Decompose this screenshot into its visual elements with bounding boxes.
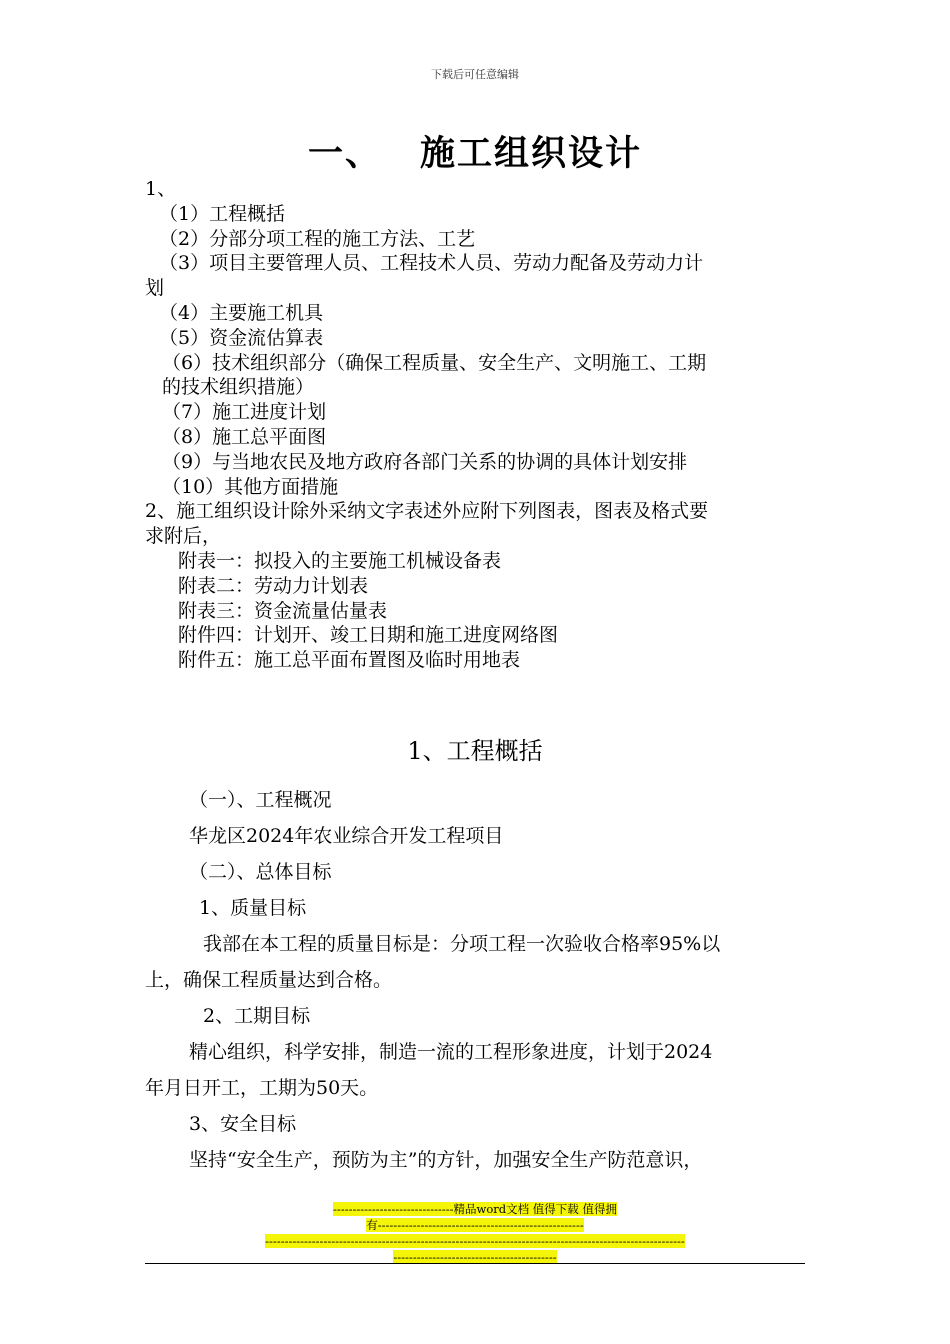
paragraph: 华龙区2024年农业综合开发工程项目 [189,825,504,847]
outline-item: （2）分部分项工程的施工方法、工艺 [159,227,476,250]
outline-item-cont: 的技术组织措施） [162,376,315,399]
outline-item-cont: 划 [145,277,165,300]
outline-item: （8）施工总平面图 [162,425,327,448]
attachment-item: 附件五：施工总平面布置图及临时用地表 [178,649,521,672]
outline-item: （4）主要施工机具 [159,301,324,324]
attachment-item: 附表一：拟投入的主要施工机械设备表 [178,549,502,572]
paragraph: 精心组织，科学安排，制造一流的工程形象进度，计划于2024 [189,1041,713,1063]
subheading: （二）、总体目标 [189,861,332,883]
main-title-number: 一、 [307,134,382,174]
outline [145,177,815,673]
footer-line: 有----------------------------------------------------- [366,1218,584,1232]
outline-item: （6）技术组织部分（确保工程质量、安全生产、文明施工、工期 [162,351,707,374]
paragraph: 坚持“安全生产，预防为主”的方针，加强安全生产防范意识， [189,1149,703,1171]
outline-item: （3）项目主要管理人员、工程技术人员、劳动力配备及劳动力计 [159,252,704,275]
attachment-item: 附表二：劳动力计划表 [178,574,369,597]
paragraph-cont: 上，确保工程质量达到合格。 [145,969,393,991]
section-title: 1、工程概括 [407,737,543,765]
footer-line: -------------------------------精品word文档 值得下载 值得拥 [333,1202,617,1216]
goal-title: 1、质量目标 [199,897,307,919]
attachment-item: 附件四：计划开、竣工日期和施工进度网络图 [178,624,559,647]
main-title-text: 施工组织设计 [420,134,643,174]
page-header: 下载后可任意编辑 [431,68,519,81]
paragraph-cont: 年月日开工，工期为50天。 [145,1077,379,1099]
footer-line: ------------------------------------------ [393,1250,557,1264]
footer-divider [145,1263,805,1264]
outline-item-2-cont: 求附后， [145,525,222,548]
outline-item: （9）与当地农民及地方政府各部门关系的协调的具体计划安排 [162,450,688,473]
attachment-item: 附表三：资金流量估量表 [178,599,388,622]
main-title [0,126,950,176]
outline-item: （7）施工进度计划 [162,401,327,424]
body-text [145,782,815,1178]
outline-item: （5）资金流估算表 [159,326,324,349]
outline-item: （1）工程概括 [159,202,286,225]
subheading: （一）、工程概况 [189,789,332,811]
goal-title: 3、安全目标 [189,1113,297,1135]
paragraph: 我部在本工程的质量目标是：分项工程一次验收合格率95%以 [203,933,721,955]
footer-line: ------------------------------------------------------------------------------------------------------------ [265,1234,685,1248]
footer-watermark [145,1201,805,1265]
outline-item: （10）其他方面措施 [162,475,339,498]
goal-title: 2、工期目标 [203,1005,311,1027]
outline-item-2: 2、施工组织设计除外采纳文字表述外应附下列图表，图表及格式要 [145,500,709,523]
outline-lead: 1、 [145,178,177,200]
